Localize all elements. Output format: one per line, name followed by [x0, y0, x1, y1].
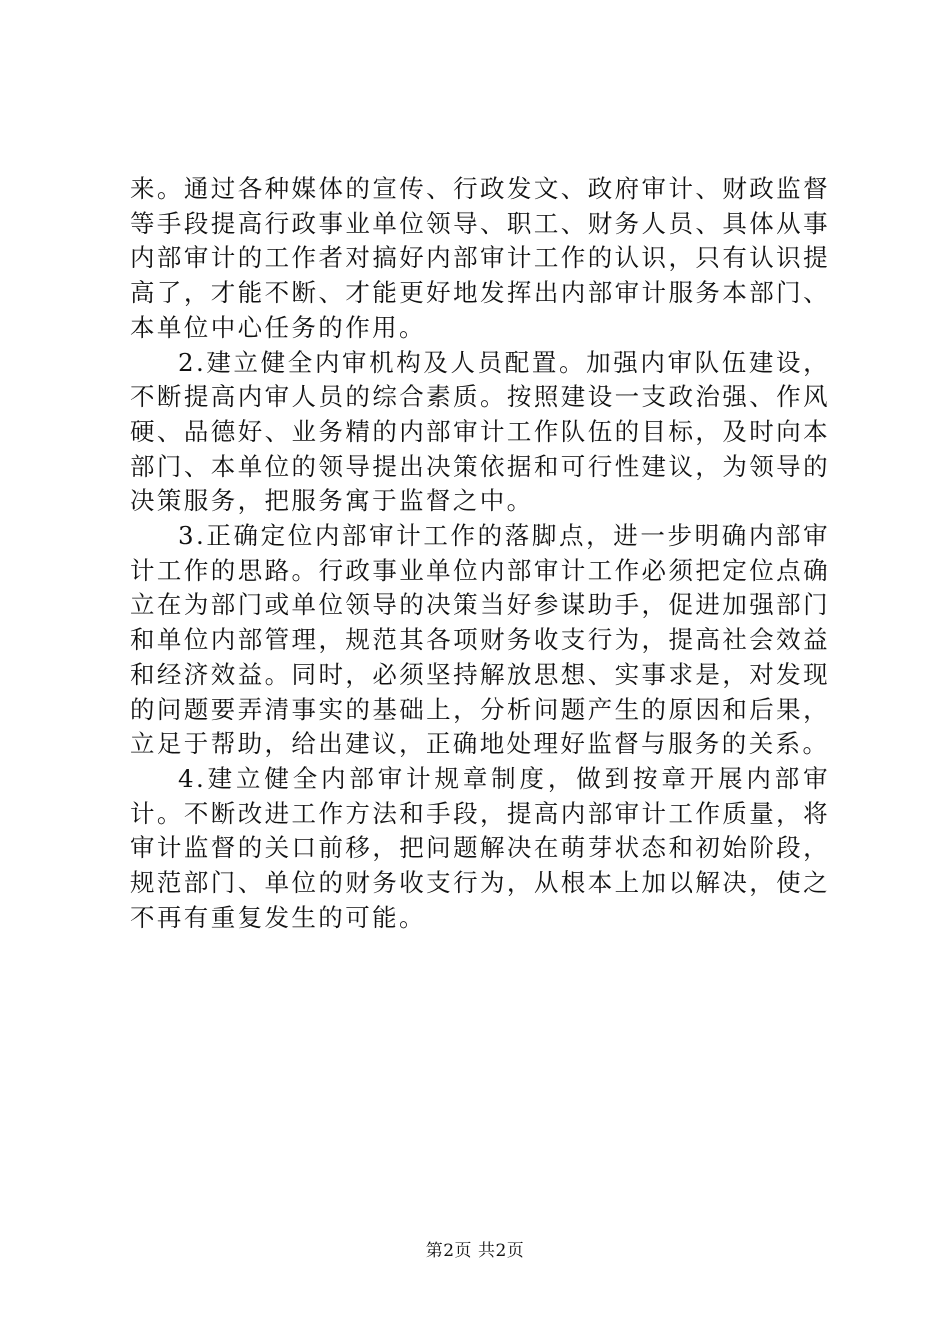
- paragraph-item-2: 2.建立健全内审机构及人员配置。加强内审队伍建设，不断提高内审人员的综合素质。按照建设一支政治强、作风硬、品德好、业务精的内部审计工作队伍的目标，及时向本部门、本单位的领导提出决策依据和可行性建议，为领导的决策服务，把服务寓于监督之中。: [130, 347, 830, 516]
- paragraph-item-4: 4.建立健全内部审计规章制度，做到按章开展内部审计。不断改进工作方法和手段，提高内部审计工作质量，将审计监督的关口前移，把问题解决在萌芽状态和初始阶段，规范部门、单位的财务收支行为，从根本上加以解决，使之不再有重复发生的可能。: [130, 763, 830, 932]
- paragraph-item-3: 3.正确定位内部审计工作的落脚点，进一步明确内部审计工作的思路。行政事业单位内部审计工作必须把定位点确立在为部门或单位领导的决策当好参谋助手，促进加强部门和单位内部管理，规范其各项财务收支行为，提高社会效益和经济效益。同时，必须坚持解放思想、实事求是，对发现的问题要弄清事实的基础上，分析问题产生的原因和后果，立足于帮助，给出建议，正确地处理好监督与服务的关系。: [130, 521, 830, 759]
- document-body: [130, 172, 830, 935]
- page-number-footer: 第2页 共2页: [425, 1241, 525, 1261]
- paragraph-continuation: 来。通过各种媒体的宣传、行政发文、政府审计、财政监督等手段提高行政事业单位领导、职工、财务人员、具体从事内部审计的工作者对搞好内部审计工作的认识，只有认识提高了，才能不断、才能更好地发挥出内部审计服务本部门、本单位中心任务的作用。: [130, 174, 830, 342]
